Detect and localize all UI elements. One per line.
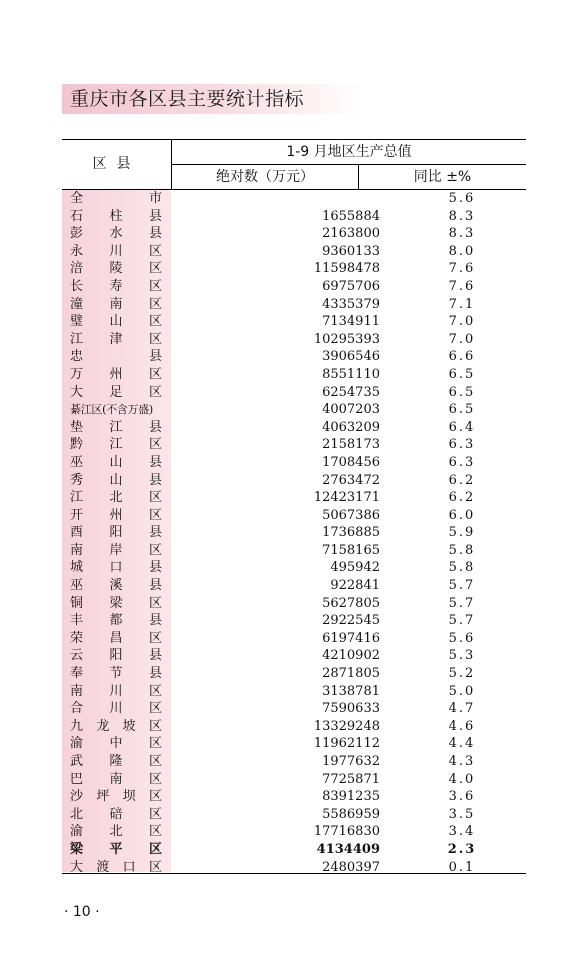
county-name: 南 川 区 <box>70 683 162 699</box>
gdp-yoy: 6.2 <box>448 472 476 488</box>
gdp-absolute: 2158173 <box>322 437 380 453</box>
gdp-absolute: 4210902 <box>322 648 380 664</box>
county-name: 永 川 区 <box>70 243 162 259</box>
gdp-yoy: 3.5 <box>448 806 476 822</box>
table-row <box>62 260 526 278</box>
table-row <box>62 683 526 701</box>
county-name: 奉 节 县 <box>70 666 162 682</box>
gdp-absolute: 2163800 <box>322 226 380 242</box>
gdp-yoy: 7.6 <box>448 278 476 294</box>
gdp-absolute: 8391235 <box>322 789 380 805</box>
gdp-absolute: 495942 <box>330 560 380 576</box>
gdp-absolute: 4063209 <box>322 419 380 435</box>
gdp-yoy: 6.5 <box>448 402 476 418</box>
table-row <box>62 507 526 525</box>
county-name: 大 渡 口 区 <box>70 859 162 875</box>
gdp-yoy: 6.2 <box>448 490 476 506</box>
gdp-yoy: 5.6 <box>448 630 476 646</box>
gdp-absolute: 11598478 <box>313 261 380 277</box>
county-name: 忠 县 <box>70 349 162 365</box>
gdp-absolute: 4335379 <box>322 296 380 312</box>
gdp-yoy: 4.4 <box>448 736 476 752</box>
gdp-yoy: 5.8 <box>448 542 476 558</box>
gdp-absolute <box>172 190 380 208</box>
table-row <box>62 278 526 296</box>
county-name: 江 津 区 <box>70 331 162 347</box>
gdp-yoy: 7.0 <box>448 331 476 347</box>
table-row <box>62 190 526 208</box>
county-name: 荣 昌 区 <box>70 630 162 646</box>
table-row <box>62 718 526 736</box>
county-name: 石 柱 县 <box>70 208 162 224</box>
gdp-absolute: 6975706 <box>322 278 380 294</box>
table-row <box>62 577 526 595</box>
table-top-rule <box>62 139 526 140</box>
gdp-absolute: 9360133 <box>322 243 380 259</box>
county-name: 九 龙 坡 区 <box>70 718 162 734</box>
gdp-yoy: 6.3 <box>448 437 476 453</box>
county-name: 大 足 区 <box>70 384 162 400</box>
gdp-absolute: 3138781 <box>322 683 380 699</box>
table-row <box>62 524 526 542</box>
gdp-absolute: 1708456 <box>322 454 380 470</box>
table-row <box>62 542 526 560</box>
table-row <box>62 841 526 859</box>
header-yoy: 同比 ±% <box>413 169 472 185</box>
gdp-absolute: 4007203 <box>322 402 380 418</box>
gdp-yoy: 5.6 <box>448 191 476 206</box>
county-name: 垫 江 县 <box>70 419 162 435</box>
gdp-absolute: 7134911 <box>322 314 380 330</box>
gdp-absolute: 2871805 <box>322 666 380 682</box>
county-name: 合 川 区 <box>70 701 162 717</box>
gdp-yoy: 8.3 <box>448 208 476 224</box>
gdp-yoy: 5.0 <box>448 683 476 699</box>
county-name: 巫 溪 县 <box>70 578 162 594</box>
gdp-absolute: 10295393 <box>313 331 380 347</box>
county-name: 铜 梁 区 <box>70 595 162 611</box>
county-name: 巴 南 区 <box>70 771 162 787</box>
table-row <box>62 806 526 824</box>
gdp-yoy: 7.0 <box>448 314 476 330</box>
table-row <box>62 647 526 665</box>
table-row <box>62 225 526 243</box>
gdp-absolute: 13329248 <box>313 718 380 734</box>
gdp-yoy: 6.3 <box>448 454 476 470</box>
gdp-yoy: 3.4 <box>448 824 476 840</box>
table-row <box>62 612 526 630</box>
county-name: 全 市 <box>70 191 162 206</box>
gdp-yoy: 5.8 <box>448 560 476 576</box>
county-name: 秀 山 县 <box>70 472 162 488</box>
header-gdp: 1-9 月地区生产总值 <box>286 144 412 160</box>
gdp-absolute: 3906546 <box>322 349 380 365</box>
table-body <box>62 190 526 876</box>
gdp-absolute: 6254735 <box>322 384 380 400</box>
gdp-absolute: 5067386 <box>322 507 380 523</box>
table-row <box>62 753 526 771</box>
table-row <box>62 243 526 261</box>
county-name: 江 北 区 <box>70 490 162 506</box>
table-row <box>62 735 526 753</box>
county-name: 沙 坪 坝 区 <box>70 789 162 805</box>
gdp-absolute: 6197416 <box>322 630 380 646</box>
gdp-absolute: 7158165 <box>322 542 380 558</box>
county-name: 丰 都 县 <box>70 613 162 629</box>
page-title: 重庆市各区县主要统计指标 <box>70 88 305 110</box>
gdp-yoy: 8.0 <box>448 243 476 259</box>
gdp-absolute: 5627805 <box>322 595 380 611</box>
county-name: 潼 南 区 <box>70 296 162 312</box>
gdp-yoy: 5.7 <box>448 578 476 594</box>
header-county: 区县 <box>92 156 141 172</box>
table-row <box>62 771 526 789</box>
table-row <box>62 296 526 314</box>
gdp-yoy: 0.1 <box>448 859 476 875</box>
gdp-yoy: 7.1 <box>448 296 476 312</box>
gdp-yoy: 6.4 <box>448 419 476 435</box>
table-bottom-rule <box>62 873 526 874</box>
county-name: 酉 阳 县 <box>70 525 162 541</box>
gdp-absolute: 1655884 <box>322 208 380 224</box>
gdp-absolute: 2480397 <box>322 859 380 875</box>
gdp-yoy: 4.3 <box>448 754 476 769</box>
county-name: 南 岸 区 <box>70 542 162 558</box>
gdp-absolute: 2922545 <box>322 613 380 629</box>
table-row <box>62 665 526 683</box>
table-row <box>62 788 526 806</box>
table-row <box>62 454 526 472</box>
table-row <box>62 489 526 507</box>
county-name: 云 阳 县 <box>70 648 162 664</box>
gdp-yoy: 6.5 <box>448 384 476 400</box>
county-name: 彭 水 县 <box>70 226 162 242</box>
table-row <box>62 384 526 402</box>
table-row <box>62 595 526 613</box>
gdp-absolute: 17716830 <box>313 824 380 840</box>
table-row <box>62 559 526 577</box>
county-name: 綦江区(不含万盛) <box>70 403 153 417</box>
table-row <box>62 436 526 454</box>
gdp-yoy: 6.5 <box>448 366 476 382</box>
gdp-yoy: 2.3 <box>447 841 477 857</box>
gdp-yoy: 5.2 <box>448 666 476 682</box>
gdp-yoy: 7.6 <box>448 261 476 277</box>
gdp-yoy: 5.7 <box>448 613 476 629</box>
gdp-absolute: 7725871 <box>322 771 380 787</box>
table-row <box>62 331 526 349</box>
gdp-absolute: 12423171 <box>313 490 380 506</box>
county-name: 涪 陵 区 <box>70 261 162 277</box>
county-name: 城 口 县 <box>70 560 162 576</box>
county-name: 万 州 区 <box>70 366 162 382</box>
gdp-absolute: 11962112 <box>313 736 380 752</box>
county-name: 长 寿 区 <box>70 278 162 294</box>
gdp-yoy: 6.6 <box>448 349 476 365</box>
county-name: 黔 江 区 <box>70 437 162 453</box>
gdp-absolute: 1977632 <box>322 754 380 769</box>
gdp-absolute: 7590633 <box>322 701 380 717</box>
gdp-yoy: 4.6 <box>448 718 476 734</box>
gdp-absolute: 4134409 <box>316 841 380 857</box>
county-name: 开 州 区 <box>70 507 162 523</box>
county-name: 渝 北 区 <box>70 824 162 840</box>
gdp-absolute: 5586959 <box>322 806 380 822</box>
county-name: 璧 山 区 <box>70 314 162 330</box>
table-row <box>62 823 526 841</box>
gdp-yoy: 3.6 <box>448 789 476 805</box>
table-row <box>62 472 526 490</box>
table-row <box>62 700 526 718</box>
table-row <box>62 366 526 384</box>
gdp-absolute: 922841 <box>330 578 380 594</box>
gdp-absolute: 2763472 <box>322 472 380 488</box>
gdp-yoy: 5.3 <box>448 648 476 664</box>
table-row <box>62 348 526 366</box>
table-row <box>62 208 526 226</box>
gdp-yoy: 8.3 <box>448 226 476 242</box>
gdp-yoy: 5.7 <box>448 595 476 611</box>
gdp-yoy: 4.7 <box>448 701 476 717</box>
county-name: 梁 平 区 <box>70 841 162 857</box>
county-name: 渝 中 区 <box>70 736 162 752</box>
county-name: 巫 山 县 <box>70 454 162 470</box>
table-row <box>62 419 526 437</box>
gdp-yoy: 4.0 <box>448 771 476 787</box>
gdp-yoy: 6.0 <box>448 507 476 523</box>
table-row <box>62 401 526 419</box>
header-sub-rule <box>172 164 526 165</box>
table-row <box>62 630 526 648</box>
gdp-yoy: 5.9 <box>448 525 476 541</box>
gdp-absolute: 8551110 <box>322 366 380 382</box>
gdp-absolute: 1736885 <box>322 525 380 541</box>
table-row <box>62 313 526 331</box>
page-number: · 10 · <box>64 904 100 920</box>
header-absolute: 绝对数（万元） <box>216 169 314 185</box>
county-name: 北 碚 区 <box>70 806 162 822</box>
county-name: 武 隆 区 <box>70 754 162 769</box>
